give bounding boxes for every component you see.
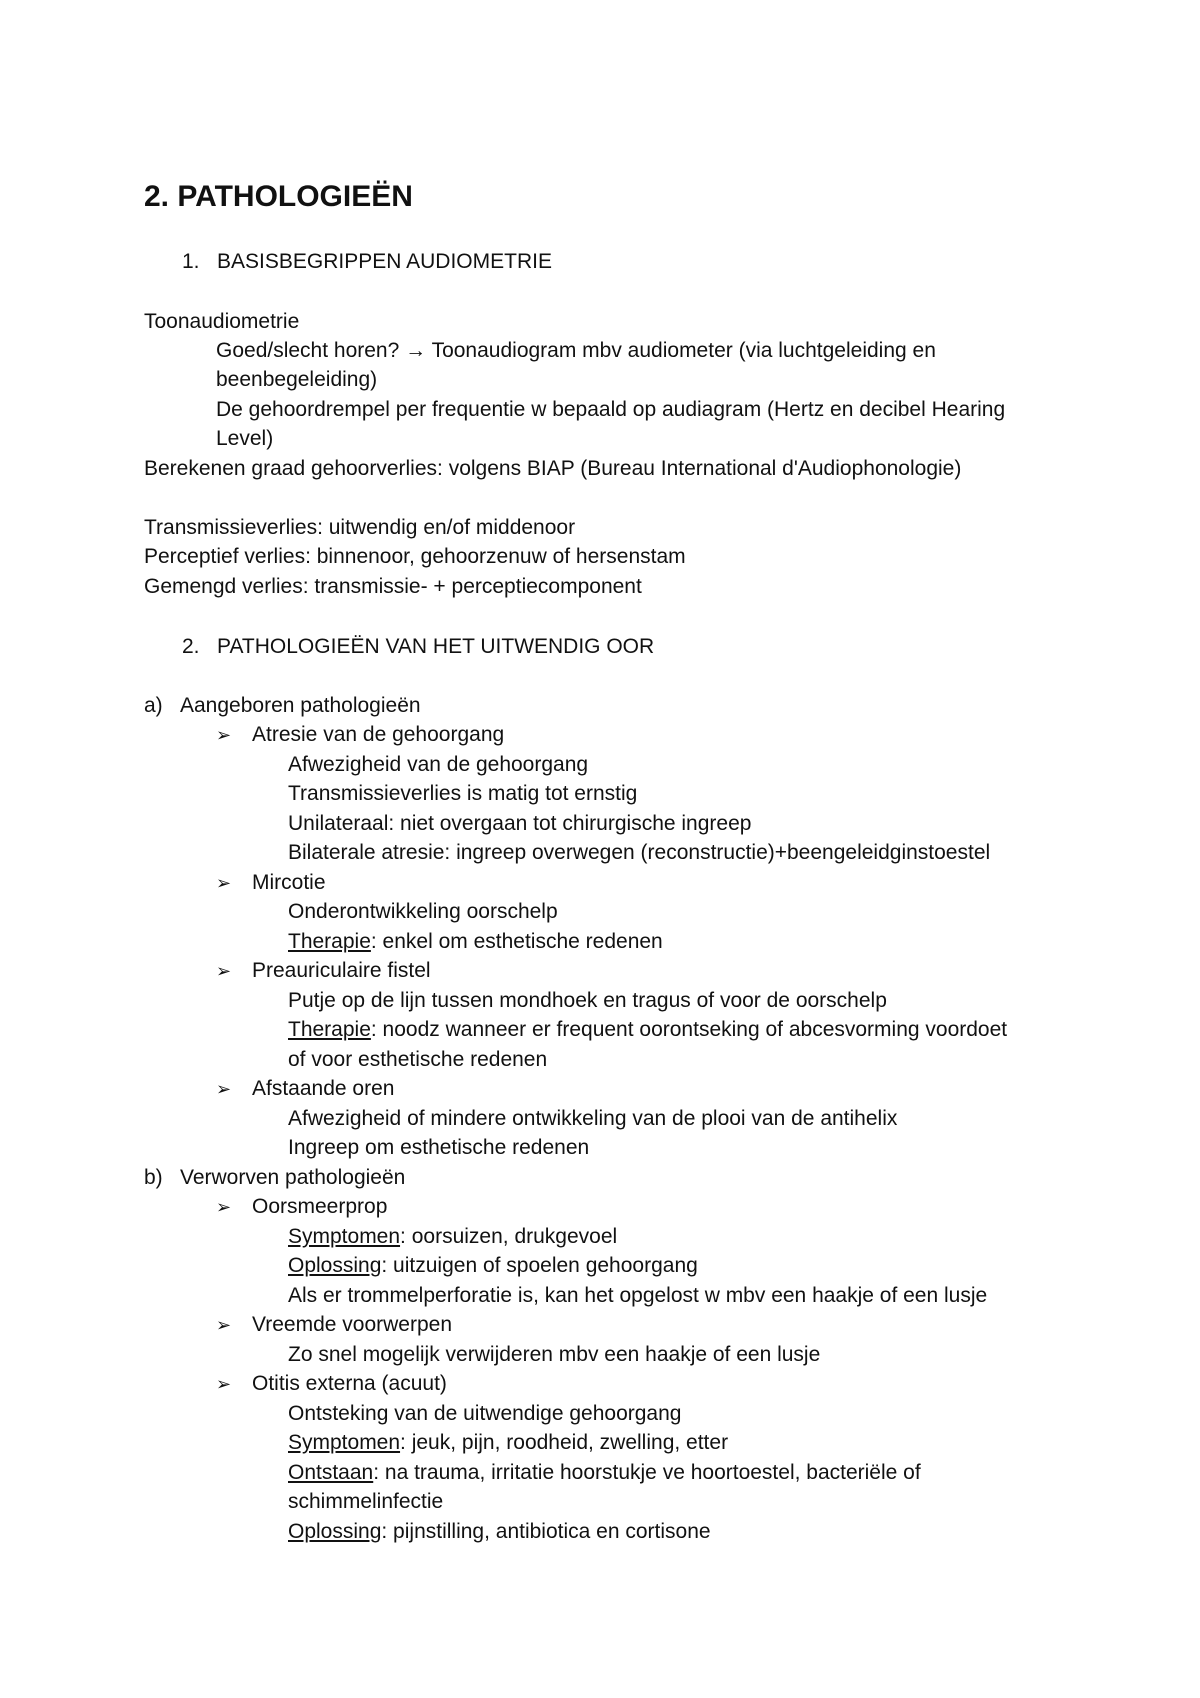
text-line: Ingreep om esthetische redenen: [288, 1136, 590, 1159]
underlined-label: Therapie: [288, 930, 371, 953]
text-line: beenbegeleiding): [216, 368, 378, 391]
arrow-bullet-icon: ➢: [216, 1374, 232, 1394]
bullet-item: [216, 1311, 452, 1339]
text-span: : uitzuigen of spoelen gehoorgang: [381, 1254, 698, 1277]
section-number: 2.: [182, 635, 200, 658]
underlined-label: Oplossing: [288, 1254, 382, 1277]
section-title: BASISBEGRIPPEN AUDIOMETRIE: [217, 250, 552, 273]
text-line: De gehoordrempel per frequentie w bepaald op audiagram (Hertz en decibel Hearing: [216, 398, 1006, 421]
page-title: 2. PATHOLOGIEËN: [144, 180, 413, 213]
text-line: Level): [216, 427, 274, 450]
section-title: PATHOLOGIEËN VAN HET UITWENDIG OOR: [217, 635, 655, 658]
list-marker: a): [144, 694, 163, 717]
text-line: Bilaterale atresie: ingreep overwegen (reconstructie)+beengeleidginstoestel: [288, 841, 991, 864]
text-line: Perceptief verlies: binnenoor, gehoorzenuw of hersenstam: [144, 545, 686, 568]
bullet-item: [216, 1370, 447, 1398]
text-line: Afwezigheid van de gehoorgang: [288, 753, 589, 776]
text-line: Unilateraal: niet overgaan tot chirurgische ingreep: [288, 812, 752, 835]
bullet-item: [216, 721, 504, 749]
text-line: [288, 1429, 728, 1457]
text-line: [288, 1518, 711, 1546]
list-label: Verworven pathologieën: [180, 1166, 406, 1189]
text-line: Transmissieverlies is matig tot ernstig: [288, 782, 638, 805]
list-marker: b): [144, 1166, 163, 1189]
bullet-title: Afstaande oren: [252, 1077, 395, 1100]
text-line: Zo snel mogelijk verwijderen mbv een haakje of een lusje: [288, 1343, 821, 1366]
bullet-item: [216, 1193, 387, 1221]
section-1-heading: [182, 248, 552, 276]
arrow-bullet-icon: ➢: [216, 873, 232, 893]
text-line: [288, 928, 663, 956]
list-item: [144, 692, 421, 720]
text-line: schimmelinfectie: [288, 1490, 444, 1513]
bullet-title: Oorsmeerprop: [252, 1195, 388, 1218]
underlined-label: Symptomen: [288, 1431, 401, 1454]
text-line: [288, 1459, 921, 1487]
text-line: Afwezigheid of mindere ontwikkeling van de plooi van de antihelix: [288, 1107, 898, 1130]
text-span: : noodz wanneer er frequent oorontseking of abcesvorming voordoet: [370, 1018, 1008, 1041]
bullet-title: Vreemde voorwerpen: [252, 1313, 452, 1336]
text-line: Onderontwikkeling oorschelp: [288, 900, 558, 923]
text-line: Gemengd verlies: transmissie- + perceptiecomponent: [144, 575, 642, 598]
text-line: Berekenen graad gehoorverlies: volgens BIAP (Bureau International d'Audiophonologie): [144, 457, 962, 480]
bullet-item: [216, 869, 326, 897]
arrow-bullet-icon: ➢: [216, 725, 232, 745]
bullet-item: [216, 1075, 394, 1103]
text-line: Als er trommelperforatie is, kan het opgelost w mbv een haakje of een lusje: [288, 1284, 988, 1307]
section-2-heading: [182, 633, 654, 661]
arrow-bullet-icon: ➢: [216, 1079, 232, 1099]
list-label: Aangeboren pathologieën: [180, 694, 421, 717]
arrow-bullet-icon: ➢: [216, 1315, 232, 1335]
underlined-label: Ontstaan: [288, 1461, 374, 1484]
list-item: [144, 1164, 405, 1192]
text-line: Transmissieverlies: uitwendig en/of middenoor: [144, 516, 576, 539]
text-span: : na trauma, irritatie hoorstukje ve hoortoestel, bacteriële of: [373, 1461, 921, 1484]
bullet-item: [216, 957, 431, 985]
text-line: [288, 1223, 617, 1251]
text-span: : oorsuizen, drukgevoel: [400, 1225, 618, 1248]
arrow-bullet-icon: ➢: [216, 1197, 232, 1217]
text-line: Ontsteking van de uitwendige gehoorgang: [288, 1402, 682, 1425]
underlined-label: Symptomen: [288, 1225, 401, 1248]
bullet-title: Otitis externa (acuut): [252, 1372, 447, 1395]
bullet-title: Preauriculaire fistel: [252, 959, 431, 982]
bullet-title: Atresie van de gehoorgang: [252, 723, 505, 746]
paragraph-heading: Toonaudiometrie: [144, 310, 300, 333]
underlined-label: Therapie: [288, 1018, 371, 1041]
arrow-bullet-icon: ➢: [216, 961, 232, 981]
text-line: Goed/slecht horen? → Toonaudiogram mbv audiometer (via luchtgeleiding en: [216, 339, 936, 362]
text-span: : pijnstilling, antibiotica en cortisone: [381, 1520, 711, 1543]
text-span: : jeuk, pijn, roodheid, zwelling, etter: [400, 1431, 729, 1454]
text-line: Putje op de lijn tussen mondhoek en tragus of voor de oorschelp: [288, 989, 887, 1012]
text-line: of voor esthetische redenen: [288, 1048, 548, 1071]
text-span: : enkel om esthetische redenen: [370, 930, 663, 953]
text-line: [288, 1016, 1007, 1044]
text-line: [288, 1252, 698, 1280]
underlined-label: Oplossing: [288, 1520, 382, 1543]
section-number: 1.: [182, 250, 200, 273]
bullet-title: Mircotie: [252, 871, 326, 894]
